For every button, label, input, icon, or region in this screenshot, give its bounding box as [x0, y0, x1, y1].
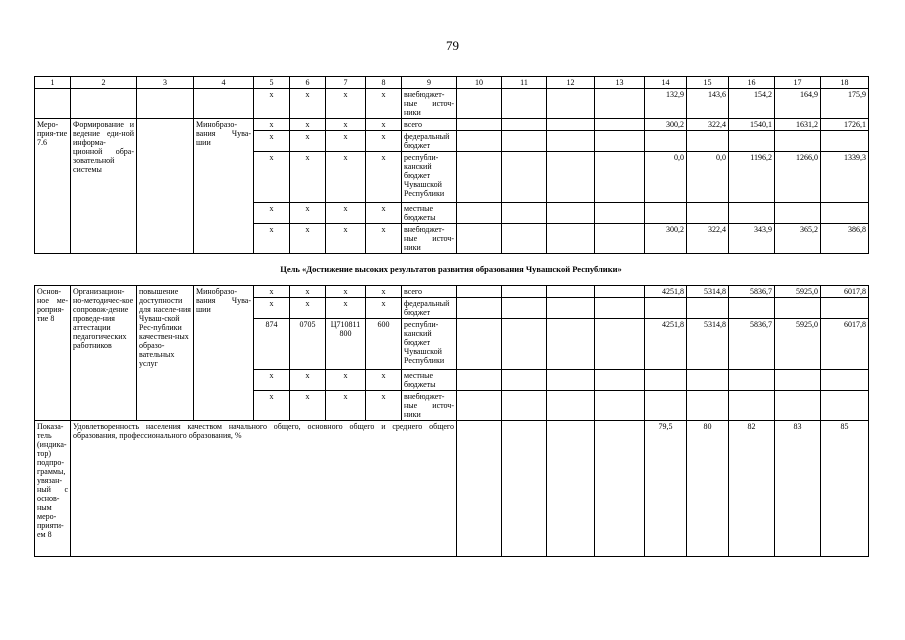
- column-number: 14: [645, 77, 687, 89]
- value-cell: 175,9: [821, 89, 869, 119]
- budget-table-bottom: [34, 285, 869, 557]
- table-row: x x x x республи-канский бюджет Чувашской Республики 0,0 0,0 1196,2 1266,0 1339,3: [35, 152, 869, 203]
- funding-source: республи-канский бюджет Чувашской Республики: [402, 152, 457, 203]
- table-row: x x x x федеральный бюджет: [35, 131, 869, 152]
- funding-source: внебюджет-ные источ-ники: [402, 224, 457, 254]
- kbk-vr: x: [366, 89, 402, 119]
- column-number: 15: [687, 77, 729, 89]
- value-cell: 154,2: [729, 89, 775, 119]
- column-number: 7: [326, 77, 366, 89]
- budget-table-top: [34, 76, 869, 254]
- funding-source: местные бюджеты: [402, 203, 457, 224]
- table-row: [35, 89, 869, 119]
- funding-source: федеральный бюджет: [402, 298, 457, 319]
- header-row: [35, 77, 869, 89]
- column-number: 16: [729, 77, 775, 89]
- kbk-csr: x: [326, 89, 366, 119]
- table-row: Показа-тель (индика-тор) подпро-граммы, увязан-ный с основ-ным меро-прияти-ем 8 Удовлетворенность населения качеством начального общего, основного общего и среднего общего образования, профессионального образования, % 79,5 80 82 83 85: [35, 421, 869, 557]
- funding-source: республи-канский бюджет Чувашской Республики: [402, 319, 457, 370]
- column-number: 1: [35, 77, 71, 89]
- funding-source: всего: [402, 119, 457, 131]
- value-cell: 132,9: [645, 89, 687, 119]
- table-row: x x x x внебюджет-ные источ-ники: [35, 391, 869, 421]
- table-row: 874 0705 Ц710811 800 600 республи-канский бюджет Чувашской Республики 4251,8 5314,8 5836,7 5925,0 6017,8: [35, 319, 869, 370]
- measure-name: Организацион-но-методичес-кое сопровож-дение проведе-ния аттестации педагогических работников: [71, 286, 137, 421]
- indicator-text: Удовлетворенность населения качеством начального общего, основного общего и среднего общего образования, профессионального образования, %: [71, 421, 457, 557]
- table-row: x x x x местные бюджеты: [35, 370, 869, 391]
- page-number: 79: [446, 38, 459, 53]
- goal-heading: Цель «Достижение высоких результатов развития образования Чувашской Республики»: [280, 264, 622, 274]
- measure-name: Формирование и ведение еди-ной информа-ционной обра-зовательной системы: [71, 119, 137, 254]
- executor: Минобразо-вания Чува-шии: [194, 286, 254, 421]
- funding-source: местные бюджеты: [402, 370, 457, 391]
- kbk-grbs: x: [254, 89, 290, 119]
- column-number: 11: [502, 77, 547, 89]
- value-cell: 164,9: [775, 89, 821, 119]
- value-cell: 143,6: [687, 89, 729, 119]
- column-number: 6: [290, 77, 326, 89]
- column-number: 9: [402, 77, 457, 89]
- column-number: 2: [71, 77, 137, 89]
- table-row: x x x x местные бюджеты: [35, 203, 869, 224]
- executor: Минобразо-вания Чува-шии: [194, 119, 254, 254]
- column-number: 8: [366, 77, 402, 89]
- column-number: 13: [595, 77, 645, 89]
- table-row: x x x x федеральный бюджет: [35, 298, 869, 319]
- kbk-rzpr: x: [290, 89, 326, 119]
- measure-label: Меро-прия-тие 7.6: [35, 119, 71, 254]
- table-row: x x x x внебюджет-ные источ-ники 300,2 322,4 343,9 365,2 386,8: [35, 224, 869, 254]
- measure-task: повышение доступности для населе-ния Чуваш-ской Рес-публики качествен-ных образо-вательных услуг: [137, 286, 194, 421]
- indicator-label: Показа-тель (индика-тор) подпро-граммы, увязан-ный с основ-ным меро-прияти-ем 8: [35, 421, 71, 557]
- column-number: 5: [254, 77, 290, 89]
- funding-source: всего: [402, 286, 457, 298]
- column-number: 3: [137, 77, 194, 89]
- column-number: 10: [457, 77, 502, 89]
- column-number: 4: [194, 77, 254, 89]
- funding-source: внебюджет-ные источ-ники: [402, 89, 457, 119]
- column-number: 17: [775, 77, 821, 89]
- table-row: Меро-прия-тие 7.6 Формирование и ведение еди-ной информа-ционной обра-зовательной системы Минобразо-вания Чува-шии x x x x всего 300,2 322,4 1540,1 1631,2 1726,1: [35, 119, 869, 131]
- table-row: Основ-ное ме-роприя-тие 8 Организацион-но-методичес-кое сопровож-дение проведе-ния аттестации педагогических работников повышение доступности для населе-ния Чуваш-ской Рес-публики качествен-ных образо-вательных услуг Минобразо-вания Чува-шии x x x x всего 4251,8 5314,8 5836,7 5925,0 6017,8: [35, 286, 869, 298]
- measure-label: Основ-ное ме-роприя-тие 8: [35, 286, 71, 421]
- funding-source: федеральный бюджет: [402, 131, 457, 152]
- column-number: 18: [821, 77, 869, 89]
- funding-source: внебюджет-ные источ-ники: [402, 391, 457, 421]
- column-number: 12: [547, 77, 595, 89]
